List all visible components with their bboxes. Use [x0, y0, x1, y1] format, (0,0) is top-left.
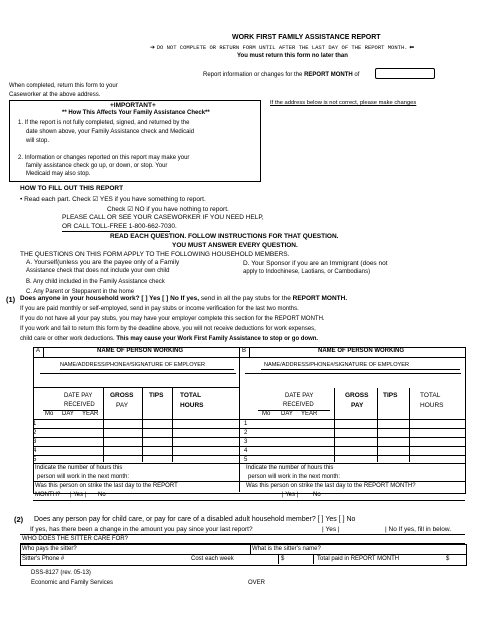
col-a-row5: 5 [33, 457, 37, 463]
table-bottom-rule [33, 500, 465, 501]
col-a-row4: 4 [33, 448, 37, 454]
q2-top-rule [20, 534, 465, 535]
col-a-strike-no[interactable]: No [98, 492, 106, 498]
col-a-row2: 2 [33, 430, 37, 436]
col-a-employer-label: NAME/ADDRESS/PHONE#/SIGNATURE OF EMPLOYER [60, 362, 206, 368]
col-a-div1 [103, 388, 104, 462]
sitter-name-label[interactable]: What is the sitter's name? [252, 546, 321, 552]
col-b-total: TOTAL [420, 392, 441, 399]
col-a-heading: NAME OF PERSON WORKING [97, 348, 184, 354]
col-a-employer-rule [60, 369, 234, 370]
member-b: B. Any child included in the Family Assistance check [26, 279, 165, 285]
member-a: A. Yourself(unless you are the payee only of a Family [26, 259, 180, 266]
agency: Economic and Family Services [31, 580, 114, 586]
col-b-row4: 4 [244, 448, 248, 454]
col-b-mo: Mo [262, 411, 271, 417]
form-title: WORK FIRST FAMILY ASSISTANCE REPORT [232, 34, 381, 41]
q1-line2: If you are paid monthly or self-employed, send in pay stubs or income verification for the last two months. [20, 306, 299, 312]
col-a-year: YEAR [82, 411, 99, 417]
col-b-heading: NAME OF PERSON WORKING [318, 348, 405, 354]
address-note: If the address below is not correct, please make changes [270, 100, 417, 106]
row-rule-4 [33, 455, 465, 456]
col-a-strike-yes[interactable]: | Yes | [70, 492, 87, 498]
col-a-day: DAY [62, 411, 74, 417]
q2-yes[interactable]: | Yes | [322, 526, 340, 533]
col-b-date-pay: DATE PAY [285, 393, 314, 399]
sitter-phone-label[interactable]: Sitter's Phone # [22, 556, 65, 562]
total-dollar[interactable]: $ [446, 556, 450, 562]
col-a-mo: Mo [45, 411, 54, 417]
col-b-div2 [377, 388, 378, 462]
row-rule-5 [33, 463, 465, 464]
howto-line2: Check ☑ NO if you have nothing to report. [107, 206, 229, 213]
col-b-row3: 3 [244, 439, 248, 445]
col-a-divider [43, 347, 44, 357]
col-b-received: RECEIVED [283, 402, 314, 408]
q1-line3: If you do not have all your pay stubs, you may have your employer complete this section for the REPORT MONTH. [20, 316, 325, 322]
col-a-div3 [172, 388, 173, 462]
col-a-row1: 1 [33, 421, 37, 427]
q1-number: (1) [6, 295, 16, 304]
table-header-rule [33, 357, 465, 358]
col-b-hours: HOURS [420, 402, 444, 409]
col-a-indicate: Indicate the number of hours this [35, 465, 123, 471]
howto-line1: • Read each part. Check ☑ YES if you have something to report. [20, 196, 206, 203]
col-b-pay: PAY [351, 402, 364, 409]
arrow-left-icon: ⬅ [409, 45, 415, 51]
col-a-gross: GROSS [110, 392, 134, 399]
col-b-row1: 1 [244, 421, 248, 427]
col-b-employer-rule [261, 369, 460, 370]
col-a-strike-month: MONTH? [35, 492, 61, 498]
deadline-notice: ➔ DO NOT COMPLETE OR RETURN FORM UNTIL AFTER THE LAST DAY OF THE REPORT MONTH. ⬅ [150, 44, 415, 51]
important-item1: 1. If the report is not fully completed, signed, and returned by the [18, 120, 190, 126]
col-a-pay: PAY [116, 402, 129, 409]
member-a-cont: Assistance check that does not include your own child [26, 268, 170, 274]
q1-question: Does anyone in your household work? [ ] Yes [ ] No If yes, send in all the pay stubs for the REPORT MONTH. [20, 295, 348, 302]
col-a-date-pay: DATE PAY [64, 393, 93, 399]
col-b-gross: GROSS [345, 392, 369, 399]
col-a-row3: 3 [33, 439, 37, 445]
col-a-tips: TIPS [149, 392, 164, 399]
member-d-cont: apply to Indochinese, Laotians, or Cambodians) [243, 269, 371, 275]
total-paid-label: Total paid in REPORT MONTH [317, 556, 400, 562]
strike-top-rule [33, 481, 465, 482]
howto-line3: PLEASE CALL OR SEE YOUR CASEWORKER IF YOU NEED HELP, [62, 214, 264, 221]
col-b-row5: 5 [244, 457, 248, 463]
col-a-total: TOTAL [180, 392, 202, 399]
col-b-day: DAY [281, 411, 293, 417]
deadline-sub: You must return this form no later than [237, 53, 348, 59]
who-pays-label[interactable]: Who pays the sitter? [22, 546, 77, 552]
report-month-label: Report information or changes for the REPORT MONTH of [203, 72, 360, 78]
col-b-strike-no[interactable]: No [313, 492, 321, 498]
howto-line6: YOU MUST ANSWER EVERY QUESTION. [172, 242, 298, 249]
col-b-employer-field[interactable] [245, 373, 461, 385]
over-label: OVER [248, 580, 266, 586]
q1-line5: child care or other work deductions. This may cause your Work First Family Assistance to stop or go down. [20, 336, 319, 342]
col-b-strike: Was this person on strike the last day to the REPORT MONTH? [246, 483, 416, 489]
table-data-top [33, 419, 465, 420]
col-a-date-rule [43, 410, 98, 411]
howto-line5: READ EACH QUESTION. FOLLOW INSTRUCTIONS FOR THAT QUESTION. [110, 233, 339, 240]
important-box [9, 100, 261, 182]
col-a-pay-top [33, 387, 239, 388]
important-heading: +IMPORTANT+ [110, 102, 156, 109]
important-item2: 2. Information or changes reported on this report may make your [18, 155, 190, 161]
col-b-date-rule [258, 410, 330, 411]
report-month-field[interactable] [375, 68, 435, 79]
sitter-divider [250, 544, 251, 554]
cost-each-week-label: Cost each week [191, 556, 234, 562]
sitter-total-divider [313, 554, 314, 564]
col-b-div1 [334, 388, 335, 462]
arrow-right-icon: ➔ [150, 45, 156, 51]
member-c: C. Any Parent or Stepparent in the home [26, 289, 135, 295]
important-item2-cont: family assistance check go up, or down, or stop. Your [26, 163, 168, 169]
return-text-line2: Caseworker at the above address. [9, 92, 101, 98]
col-b-tips: TIPS [383, 392, 398, 399]
member-d: D. Your Sponsor if you are an Immigrant (does not [243, 260, 388, 267]
row-rule-1 [33, 428, 465, 429]
col-a-strike: Was this person on strike the last day to the REPORT [35, 483, 178, 489]
important-item1-cont: date shown above, your Family Assistance check and Medicaid [26, 129, 195, 135]
form-id: DSS-8127 (rev. 05-13) [31, 570, 91, 576]
col-b-indicate-cont: person will work in the next month: [248, 474, 341, 480]
important-item1-end: will stop. [26, 138, 50, 144]
important-subheading: ** How This Affects Your Family Assistance Check** [62, 110, 210, 116]
who-cared-label: WHO DOES THE SITTER CARE FOR? [22, 536, 128, 542]
col-a-received: RECEIVED [64, 402, 95, 408]
q2-number: (2) [14, 515, 24, 524]
howto-line7: THE QUESTIONS ON THIS FORM APPLY TO THE FOLLOWING HOUSEHOLD MEMBERS. [20, 251, 290, 258]
col-b-row2: 2 [244, 430, 248, 436]
col-a-hours: HOURS [180, 402, 204, 409]
q2-no-fill[interactable]: | No If yes, fill in below. [385, 526, 451, 533]
sitter-mid-rule [20, 554, 466, 555]
howto-heading: HOW TO FILL OUT THIS REPORT [20, 185, 124, 192]
howto-line4: OR CALL TOLL-FREE 1-800-662-7030. [62, 223, 177, 230]
col-b-div3 [409, 388, 410, 462]
q1-line4: If you work and fail to return this form by the deadline above, you will not receive deductions for work expenses, [20, 326, 316, 332]
cost-dollar[interactable]: $ [281, 556, 285, 562]
col-b-strike-yes[interactable]: | Yes | [282, 492, 299, 498]
important-item2-end: Medicaid may also stop. [26, 171, 91, 177]
col-b-indicate: Indicate the number of hours this [246, 465, 334, 471]
return-text-line1: When completed, return this form to your [9, 83, 118, 89]
howto-line4-underline [62, 231, 170, 232]
col-a-employer-field[interactable] [40, 373, 236, 385]
sitter-table [20, 544, 467, 566]
col-a-indicate-cont: person will work in the next month: [37, 474, 130, 480]
q2-change: If yes, has there been a change in the amount you pay since your last report? [30, 526, 253, 533]
q2-question: Does any person pay for child care, or pay for care of a disabled adult household member? [ ] Yes [ ] No [34, 516, 356, 523]
col-a-div2 [142, 388, 143, 462]
col-b-letter: B [242, 348, 247, 354]
row-rule-3 [33, 446, 465, 447]
col-b-employer-label: NAME/ADDRESS/PHONE#/SIGNATURE OF EMPLOYER [264, 362, 410, 368]
row-rule-2 [33, 437, 465, 438]
col-a-letter: A [36, 348, 41, 354]
sitter-cost-divider [278, 554, 279, 564]
col-b-divider [249, 347, 250, 357]
col-b-year: YEAR [301, 411, 318, 417]
